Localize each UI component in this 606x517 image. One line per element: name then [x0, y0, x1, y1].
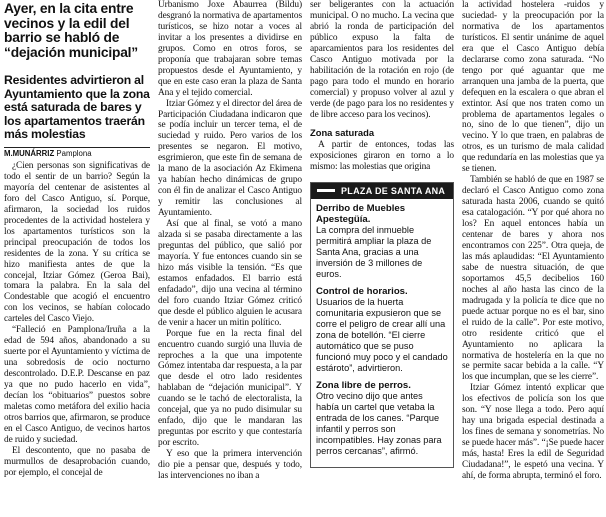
paragraph: Itziar Gómez y el director del área de Participación Ciudadana indicaron que se podía incluir un tercer tema, el de suciedad y ruido. Pero varios de los presentes se negaron. El motivo, esgrimieron, que este fin de semana de la mano de la asociación Az Ekimena ya habían hecho dinámicas de grupo con él fin de analizar el Casco Antiguo y remitir las conclusiones al Ayuntamiento.: [158, 98, 302, 219]
headline: Ayer, en la cita entre vecinos y la edil del barrio se habló de “dejación municipal”: [4, 1, 138, 60]
paragraph: Así que al final, se votó a mano alzada si se pasaba directamente a las preguntas del público, que salió por mayoría. Y fue entonces cuando sin se hizo más visible la tensión. “Es que estamos enfadados. El barrio está enfadado”, dijo una vecina al término del foro cuando Itziar Gómez criticó que desde el público alguien le acusara de venir a hacer un mitin político.: [158, 219, 302, 328]
paragraph: Itziar Gómez intentó explicar que los efectivos de policía son los que son. “Y nose llega a todo. Pero aquí hay una brigada especial destinada a los fines de semana y sonometrías. No se puede hacer más”. “¡Se puede hacer más, hasta! Eres la edil de Seguridad Ciudadana!”, le espetó una vecina. Y ahí, de forma abrupta, terminó el foro.: [462, 383, 604, 481]
sidebar-box: [310, 182, 454, 468]
paragraph: A partir de entonces, todas las exposiciones giraron en torno a lo mismo: las molestias que origina: [310, 140, 454, 173]
paragraph: Y eso que la primera intervención dio pie a pensar que, después y todo, las intervenciones no iban a: [158, 449, 302, 481]
box-item-text: Otro vecino dijo que antes había un cartel que vetaba la entrada de los canes. “Parque infantil y perros son incompatibles. Hay zonas para perros cercanas”, afirmó.: [316, 391, 442, 457]
box-header-label: PLAZA DE SANTA ANA: [341, 186, 446, 197]
column-4: [462, 0, 604, 482]
section-title: Zona saturada: [310, 127, 375, 139]
box-item-title: Derribo de Muebles Apestegüía.: [316, 203, 406, 226]
paragraph: “Falleció en Pamplona/Iruña a la edad de 594 años, abandonado a su suerte por el Ayuntamiento y víctima de una sobredosis de ocio nocturno descontrolado. D.E.P. Descanse en paz ya que no pudo hacerlo en vida”, decían los “obituarios” puestos sobre maletas como metáfora del exilio hacia otros barrios que, afirmaron, se produce en el Casco Antiguo, de vecinos hartos de ruido y suciedad.: [4, 325, 150, 445]
byline-author: M.MUNÁRRIZ: [4, 148, 55, 158]
box-item: [311, 203, 453, 280]
paragraph: Porque fue en la recta final del encuentro cuando surgió una lluvia de reproches a la que una impotente Gómez intentaba dar respuesta, a la par que desde el otro lado residentes hablaban de “dejación municipal”. Y cuando se le tachó de electoralista, la concejal, que ya no pudo disimular su enfado, dijo que le mandaran las preguntas por escrito y que contestaría por escrito.: [158, 328, 302, 449]
box-header: [311, 183, 453, 199]
paragraph: ¿Cien personas son significativas de todo el sentir de un barrio? Según la mayoría del centenar de asistentes al foro del Casco Antiguo, sí. Porque, afirmaron, la sociedad los ruidos procedentes de la actividad hostelera y los apartamentos turísticos son la principal preocupación de todos los residentes de la zona. Y su crítica se hizo manifiesta antes de que la concejal, Itziar Gómez (Geroa Bai), tomara la palabra. En la sala del Condestable que acogió el encuentro con los vecinos, se habían colocado carteles del Casco Viejo.: [4, 160, 150, 325]
paragraph: Urbanismo Joxe Abaurrea (Bildu) desgranó la normativa de apartamentos turísticos, se hizo notar a voces al invitar a los presentes a dividirse en grupos. Como en otros foros, se proponía que trabajaran sobre temas propuestos desde el Ayuntamiento, y que en este caso eran la plaza de Santa Ana y el tejido comercial.: [158, 0, 302, 98]
subheadline: Residentes advirtieron al Ayuntamiento que la zona está saturada de bares y los apartamentos traerán más molestias: [4, 73, 150, 142]
column-3: [310, 0, 454, 468]
paragraph: El descontento, que no pasaba de murmullos de desaprobación cuando, por ejemplo, el concejal de: [4, 445, 150, 478]
byline-place: Pamplona: [56, 148, 92, 158]
box-item-text: La compra del inmueble permitirá ampliar la plaza de Santa Ana, gracias a una inversión de 3 millones de euros.: [316, 225, 432, 280]
column-1: [4, 0, 150, 479]
byline-rule: [4, 147, 150, 148]
box-item-text: Usuarios de la huerta comunitaria expusieron que se corre el peligro de crear allí una zona de botellón. “El cierre automático que se puso funcionó muy poco y el candado estároto”, advirtieron.: [316, 297, 448, 374]
box-item: [311, 286, 453, 374]
box-item: [311, 380, 453, 457]
byline: [4, 149, 150, 159]
box-item-title: Control de horarios.: [316, 286, 408, 298]
header-bar-icon: [317, 189, 335, 192]
paragraph: la actividad hostelera -ruidos y suciedad- y la preocupación por la normativa de los apartamentos turísticos. El sentir unánime de aquel era que el Casco Antiguo debía declararse como zona saturada. “No tengo por qué aguantar que me arranquen una jamba de la puerta, que defequen en la escalera o que abran el extintor. Así que nos traten como un problema de apartamentos legales o no, sino de lo que tienen”, dijo un vecino. Y lo que traen, en palabras de otros, es un turismo de mala calidad que redundaría en las molestias que ya se tienen.: [462, 0, 604, 175]
paragraph: También se habló de que en 1987 se declaró el Casco Antiguo como zona saturada hasta 2006, cuando se quitó esa catalogación. “Y por qué ahora no los? En aquel entonces había un centenar de bares y ahora nos encontramos con 225”. Otra queja, de las más aplaudidas: “El Ayuntamiento sabe de nuestra situación, de que soportamos 45,5 decibelios 160 noches al año hasta las cinco de la madrugada y la policía te dice que no puede actuar porque no es el bar, sino el ruido de la calle”. Por este motivo, otro residente criticó que el Ayuntamiento no aplicara la normativa de hostelería en la que no se permite sacar bebida a la calle. “Y los que incumplan, que se les cierre”.: [462, 175, 604, 383]
column-2: [158, 0, 302, 482]
paragraph: ser beligerantes con la actuación municipal. O no mucho. La vecina que abrió la ronda de participación del público expuso la falta de aparcamientos para los residentes del Casco Antiguo motivada por la habilitación de la rotación en rojo (de pago para todo el mundo en horario comercial) y propuso volver al azul y verde (de pago para los no residentes y de libre acceso para los vecinos).: [310, 0, 454, 120]
box-item-title: Zona libre de perros.: [316, 380, 411, 392]
